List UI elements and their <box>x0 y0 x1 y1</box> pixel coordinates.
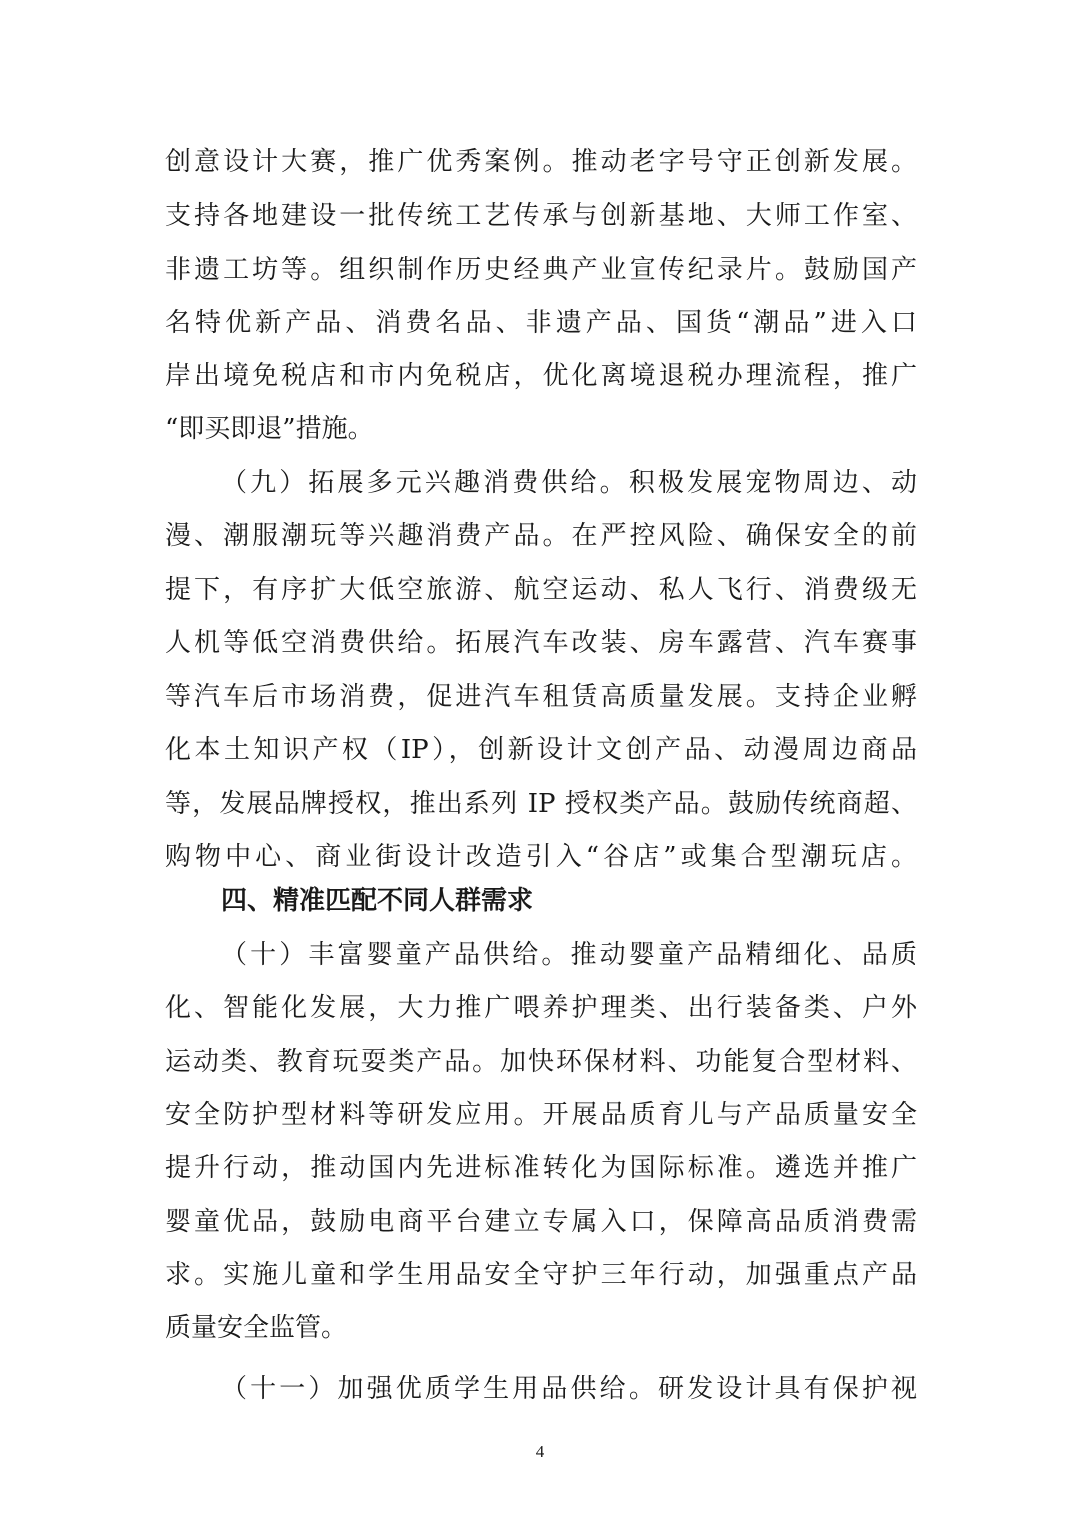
text-line: 支持各地建设一批传统工艺传承与创新基地、大师工作室、 <box>165 201 917 231</box>
paragraph-item-10-first-line: （十）丰富婴童产品供给。推动婴童产品精细化、品质 <box>221 940 917 970</box>
text-line: 等，发展品牌授权，推出系列 IP 授权类产品。鼓励传统商超、 <box>165 789 917 819</box>
text-line: 漫、潮服潮玩等兴趣消费产品。在严控风险、确保安全的前 <box>165 521 917 551</box>
text-line: 运动类、教育玩耍类产品。加快环保材料、功能复合型材料、 <box>165 1047 917 1077</box>
text-line: 名特优新产品、消费名品、非遗产品、国货“潮品”进入口 <box>165 308 917 338</box>
text-line: 购物中心、商业街设计改造引入“谷店”或集合型潮玩店。 <box>165 842 917 872</box>
text-line: 岸出境免税店和市内免税店，优化离境退税办理流程，推广 <box>165 361 917 391</box>
text-line: 提下，有序扩大低空旅游、航空运动、私人飞行、消费级无 <box>165 575 917 605</box>
text-line: 提升行动，推动国内先进标准转化为国际标准。遴选并推广 <box>165 1153 917 1183</box>
text-line: 非遗工坊等。组织制作历史经典产业宣传纪录片。鼓励国产 <box>165 255 917 285</box>
text-line: 化、智能化发展，大力推广喂养护理类、出行装备类、户外 <box>165 993 917 1023</box>
text-line: 人机等低空消费供给。拓展汽车改装、房车露营、汽车赛事 <box>165 628 917 658</box>
text-line: 安全防护型材料等研发应用。开展品质育儿与产品质量安全 <box>165 1100 917 1130</box>
page-number: 4 <box>535 1442 545 1461</box>
text-line: 婴童优品，鼓励电商平台建立专属入口，保障高品质消费需 <box>165 1207 917 1237</box>
text-line: 创意设计大赛，推广优秀案例。推动老字号守正创新发展。 <box>165 147 917 177</box>
section-heading: 四、精准匹配不同人群需求 <box>221 886 534 916</box>
text-line: 化本土知识产权（IP），创新设计文创产品、动漫周边商品 <box>165 735 917 765</box>
text-line: “即买即退”措施。 <box>165 414 374 444</box>
text-line: 等汽车后市场消费，促进汽车租赁高质量发展。支持企业孵 <box>165 682 917 712</box>
paragraph-item-9-first-line: （九）拓展多元兴趣消费供给。积极发展宠物周边、动 <box>221 468 917 498</box>
paragraph-item-11-first-line: （十一）加强优质学生用品供给。研发设计具有保护视 <box>221 1374 917 1404</box>
text-line: 质量安全监管。 <box>165 1313 348 1343</box>
text-line: 求。实施儿童和学生用品安全守护三年行动，加强重点产品 <box>165 1260 917 1290</box>
